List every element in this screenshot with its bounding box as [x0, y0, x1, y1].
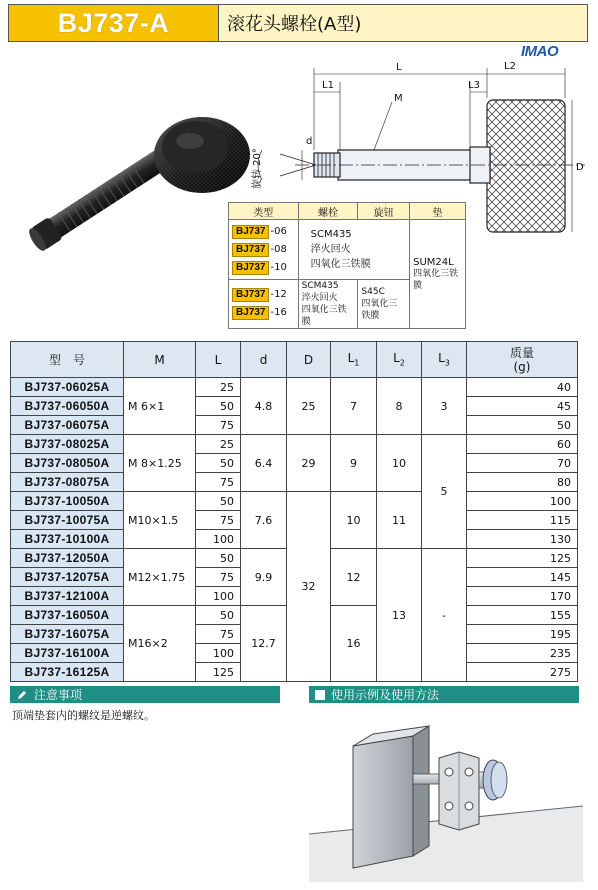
- col-L1: $L_1$: [331, 342, 377, 378]
- col-M: M: [124, 342, 196, 378]
- mat-type-group1: BJ737 -06 BJ737 -08 BJ737 -10: [229, 220, 299, 280]
- spec-table: [10, 341, 578, 682]
- table-row: BJ737-12100A 100 170: [11, 587, 578, 606]
- dim-L2-label: L2: [504, 61, 516, 72]
- dim-M-label: M: [394, 93, 403, 104]
- notes-text: 顶端垫套内的螺纹是逆螺纹。: [12, 709, 155, 722]
- type-badge: BJ737: [232, 288, 269, 302]
- dim-L1-label: L1: [322, 80, 334, 91]
- product-code: BJ737-A: [9, 5, 219, 41]
- col-L2: $L_2$: [377, 342, 422, 378]
- notes-header: 注意事项: [10, 686, 280, 703]
- table-row: BJ737-12075A 75 145: [11, 568, 578, 587]
- product-title: 滚花头螺栓(A型): [219, 5, 587, 41]
- mat-bolt-group1: SCM435 淬火回火 四氧化三铁膜: [298, 220, 409, 280]
- mat-knob-group2: S45C 四氧化三铁膜: [358, 280, 410, 329]
- type-badge: BJ737: [232, 306, 269, 320]
- dim-L-label: L: [396, 62, 402, 73]
- table-row: BJ737-08025A M 8×1.25 25 6.4 29 9 10 5 60: [11, 435, 578, 454]
- dim-d-label: d: [306, 136, 313, 147]
- brand-logo: IMAO: [521, 43, 559, 60]
- table-row: BJ737-06050A 50 45: [11, 397, 578, 416]
- mat-header-washer: 垫: [410, 203, 466, 220]
- table-row: BJ737-10050A M10×1.5 50 7.6 32 10 11 100: [11, 492, 578, 511]
- col-L: L: [196, 342, 241, 378]
- product-photo: [20, 95, 250, 255]
- table-row: BJ737-16100A 100 235: [11, 644, 578, 663]
- mat-header-type: 类型: [229, 203, 299, 220]
- col-D: D: [287, 342, 331, 378]
- table-row: BJ737-06075A 75 50: [11, 416, 578, 435]
- table-row: BJ737-16075A 75 195: [11, 625, 578, 644]
- dim-D-label: D: [576, 162, 584, 173]
- table-row: BJ737-10075A 75 115: [11, 511, 578, 530]
- mat-header-knob: 旋钮: [358, 203, 410, 220]
- type-badge: BJ737: [232, 243, 269, 257]
- material-table: [228, 202, 466, 329]
- product-header: [8, 4, 588, 42]
- type-badge: BJ737: [232, 261, 269, 275]
- mat-bolt-group2: SCM435 淬火回火 四氧化三铁膜: [298, 280, 358, 329]
- col-model: 型 号: [11, 342, 124, 378]
- col-d: d: [241, 342, 287, 378]
- table-row: BJ737-08050A 50 70: [11, 454, 578, 473]
- dim-L3-label: L3: [468, 80, 480, 91]
- table-row: BJ737-12050A M12×1.75 50 9.9 12 13 - 125: [11, 549, 578, 568]
- table-row: BJ737-10100A 100 130: [11, 530, 578, 549]
- table-row: BJ737-08075A 75 80: [11, 473, 578, 492]
- angle-label: 旋转 20°: [252, 148, 263, 189]
- mat-type-group2: BJ737 -12 BJ737 -16: [229, 280, 299, 329]
- table-row: BJ737-06025A M 6×1 25 4.8 25 7 8 3 40: [11, 378, 578, 397]
- square-icon: [315, 690, 325, 700]
- type-badge: BJ737: [232, 225, 269, 239]
- pencil-icon: [16, 689, 28, 701]
- col-L3: $L_3$: [422, 342, 467, 378]
- table-row: BJ737-16125A 125 275: [11, 663, 578, 682]
- usage-header: 使用示例及使用方法: [309, 686, 579, 703]
- mat-header-bolt: 螺栓: [298, 203, 358, 220]
- usage-illustration: [309, 706, 583, 882]
- mat-washer: SUM24L 四氧化三铁膜: [410, 220, 466, 329]
- table-row: BJ737-16050A M16×2 50 12.7 16 155: [11, 606, 578, 625]
- col-mass: 质量 (g): [467, 342, 578, 378]
